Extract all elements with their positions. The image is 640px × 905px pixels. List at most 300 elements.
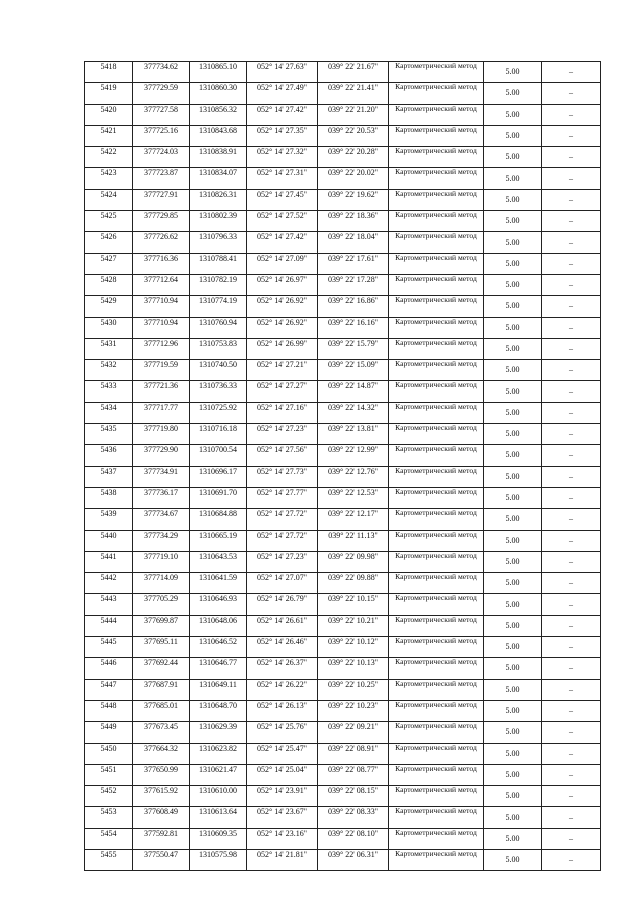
longitude-cell: 039° 22' 08.10" bbox=[318, 828, 389, 849]
longitude-cell: 039° 22' 09.21" bbox=[318, 722, 389, 743]
dash-cell: – bbox=[542, 743, 601, 764]
table-row bbox=[85, 232, 601, 253]
table-row bbox=[85, 828, 601, 849]
longitude-cell: 039° 22' 13.81" bbox=[318, 424, 389, 445]
longitude-cell: 039° 22' 20.53" bbox=[318, 125, 389, 146]
x-coordinate-cell: 377712.64 bbox=[133, 274, 190, 295]
longitude-cell: 039° 22' 08.91" bbox=[318, 743, 389, 764]
latitude-cell: 052° 14' 21.81" bbox=[247, 849, 318, 870]
longitude-cell: 039° 22' 10.15" bbox=[318, 594, 389, 615]
table-body bbox=[85, 62, 601, 871]
y-coordinate-cell: 1310609.35 bbox=[190, 828, 247, 849]
point-number-cell: 5449 bbox=[85, 722, 133, 743]
table-row bbox=[85, 62, 601, 83]
point-number-cell: 5420 bbox=[85, 104, 133, 125]
table-row bbox=[85, 743, 601, 764]
dash-cell: – bbox=[542, 232, 601, 253]
latitude-cell: 052° 14' 26.61" bbox=[247, 615, 318, 636]
point-number-cell: 5431 bbox=[85, 338, 133, 359]
longitude-cell: 039° 22' 10.12" bbox=[318, 637, 389, 658]
longitude-cell: 039° 22' 14.87" bbox=[318, 381, 389, 402]
table-row bbox=[85, 83, 601, 104]
method-cell: Картометрический метод bbox=[389, 615, 484, 636]
point-number-cell: 5440 bbox=[85, 530, 133, 551]
longitude-cell: 039° 22' 10.13" bbox=[318, 658, 389, 679]
dash-cell: – bbox=[542, 360, 601, 381]
latitude-cell: 052° 14' 27.35" bbox=[247, 125, 318, 146]
y-coordinate-cell: 1310613.64 bbox=[190, 807, 247, 828]
method-cell: Картометрический метод bbox=[389, 700, 484, 721]
table-row bbox=[85, 424, 601, 445]
dash-cell: – bbox=[542, 338, 601, 359]
latitude-cell: 052° 14' 27.42" bbox=[247, 104, 318, 125]
y-coordinate-cell: 1310646.93 bbox=[190, 594, 247, 615]
table-row bbox=[85, 104, 601, 125]
method-cell: Картометрический метод bbox=[389, 83, 484, 104]
point-number-cell: 5439 bbox=[85, 509, 133, 530]
accuracy-cell: 5.00 bbox=[484, 828, 542, 849]
point-number-cell: 5425 bbox=[85, 211, 133, 232]
y-coordinate-cell: 1310646.77 bbox=[190, 658, 247, 679]
coordinates-table-page bbox=[84, 61, 601, 871]
dash-cell: – bbox=[542, 679, 601, 700]
x-coordinate-cell: 377736.17 bbox=[133, 487, 190, 508]
x-coordinate-cell: 377719.10 bbox=[133, 551, 190, 572]
method-cell: Картометрический метод bbox=[389, 147, 484, 168]
table-row bbox=[85, 487, 601, 508]
method-cell: Картометрический метод bbox=[389, 658, 484, 679]
table-row bbox=[85, 402, 601, 423]
table-row bbox=[85, 296, 601, 317]
latitude-cell: 052° 14' 27.72" bbox=[247, 530, 318, 551]
method-cell: Картометрический метод bbox=[389, 786, 484, 807]
method-cell: Картометрический метод bbox=[389, 487, 484, 508]
y-coordinate-cell: 1310646.52 bbox=[190, 637, 247, 658]
x-coordinate-cell: 377687.91 bbox=[133, 679, 190, 700]
accuracy-cell: 5.00 bbox=[484, 104, 542, 125]
dash-cell: – bbox=[542, 764, 601, 785]
accuracy-cell: 5.00 bbox=[484, 658, 542, 679]
method-cell: Картометрический метод bbox=[389, 317, 484, 338]
y-coordinate-cell: 1310696.17 bbox=[190, 466, 247, 487]
x-coordinate-cell: 377699.87 bbox=[133, 615, 190, 636]
longitude-cell: 039° 22' 08.33" bbox=[318, 807, 389, 828]
method-cell: Картометрический метод bbox=[389, 807, 484, 828]
point-number-cell: 5455 bbox=[85, 849, 133, 870]
longitude-cell: 039° 22' 16.86" bbox=[318, 296, 389, 317]
y-coordinate-cell: 1310648.70 bbox=[190, 700, 247, 721]
table-row bbox=[85, 594, 601, 615]
longitude-cell: 039° 22' 09.88" bbox=[318, 573, 389, 594]
dash-cell: – bbox=[542, 807, 601, 828]
x-coordinate-cell: 377710.94 bbox=[133, 296, 190, 317]
accuracy-cell: 5.00 bbox=[484, 253, 542, 274]
table-row bbox=[85, 679, 601, 700]
accuracy-cell: 5.00 bbox=[484, 722, 542, 743]
y-coordinate-cell: 1310774.19 bbox=[190, 296, 247, 317]
y-coordinate-cell: 1310760.94 bbox=[190, 317, 247, 338]
point-number-cell: 5453 bbox=[85, 807, 133, 828]
point-number-cell: 5451 bbox=[85, 764, 133, 785]
method-cell: Картометрический метод bbox=[389, 551, 484, 572]
latitude-cell: 052° 14' 27.72" bbox=[247, 509, 318, 530]
point-number-cell: 5448 bbox=[85, 700, 133, 721]
dash-cell: – bbox=[542, 189, 601, 210]
x-coordinate-cell: 377650.99 bbox=[133, 764, 190, 785]
method-cell: Картометрический метод bbox=[389, 338, 484, 359]
x-coordinate-cell: 377717.77 bbox=[133, 402, 190, 423]
method-cell: Картометрический метод bbox=[389, 211, 484, 232]
x-coordinate-cell: 377721.36 bbox=[133, 381, 190, 402]
accuracy-cell: 5.00 bbox=[484, 764, 542, 785]
x-coordinate-cell: 377685.01 bbox=[133, 700, 190, 721]
latitude-cell: 052° 14' 26.79" bbox=[247, 594, 318, 615]
x-coordinate-cell: 377734.29 bbox=[133, 530, 190, 551]
x-coordinate-cell: 377615.92 bbox=[133, 786, 190, 807]
dash-cell: – bbox=[542, 700, 601, 721]
method-cell: Картометрический метод bbox=[389, 573, 484, 594]
point-number-cell: 5446 bbox=[85, 658, 133, 679]
point-number-cell: 5438 bbox=[85, 487, 133, 508]
latitude-cell: 052° 14' 26.99" bbox=[247, 338, 318, 359]
point-number-cell: 5426 bbox=[85, 232, 133, 253]
point-number-cell: 5452 bbox=[85, 786, 133, 807]
y-coordinate-cell: 1310838.91 bbox=[190, 147, 247, 168]
y-coordinate-cell: 1310736.33 bbox=[190, 381, 247, 402]
x-coordinate-cell: 377726.62 bbox=[133, 232, 190, 253]
latitude-cell: 052° 14' 27.45" bbox=[247, 189, 318, 210]
point-number-cell: 5432 bbox=[85, 360, 133, 381]
dash-cell: – bbox=[542, 168, 601, 189]
dash-cell: – bbox=[542, 828, 601, 849]
x-coordinate-cell: 377592.81 bbox=[133, 828, 190, 849]
accuracy-cell: 5.00 bbox=[484, 232, 542, 253]
method-cell: Картометрический метод bbox=[389, 104, 484, 125]
table-row bbox=[85, 168, 601, 189]
accuracy-cell: 5.00 bbox=[484, 147, 542, 168]
latitude-cell: 052° 14' 27.23" bbox=[247, 551, 318, 572]
y-coordinate-cell: 1310843.68 bbox=[190, 125, 247, 146]
point-number-cell: 5428 bbox=[85, 274, 133, 295]
y-coordinate-cell: 1310740.50 bbox=[190, 360, 247, 381]
latitude-cell: 052° 14' 27.77" bbox=[247, 487, 318, 508]
dash-cell: – bbox=[542, 253, 601, 274]
latitude-cell: 052° 14' 25.04" bbox=[247, 764, 318, 785]
y-coordinate-cell: 1310691.70 bbox=[190, 487, 247, 508]
y-coordinate-cell: 1310716.18 bbox=[190, 424, 247, 445]
point-number-cell: 5444 bbox=[85, 615, 133, 636]
table-row bbox=[85, 317, 601, 338]
latitude-cell: 052° 14' 26.46" bbox=[247, 637, 318, 658]
dash-cell: – bbox=[542, 104, 601, 125]
latitude-cell: 052° 14' 27.21" bbox=[247, 360, 318, 381]
y-coordinate-cell: 1310725.92 bbox=[190, 402, 247, 423]
longitude-cell: 039° 22' 10.25" bbox=[318, 679, 389, 700]
x-coordinate-cell: 377729.59 bbox=[133, 83, 190, 104]
latitude-cell: 052° 14' 27.49" bbox=[247, 83, 318, 104]
method-cell: Картометрический метод bbox=[389, 530, 484, 551]
x-coordinate-cell: 377695.11 bbox=[133, 637, 190, 658]
longitude-cell: 039° 22' 15.79" bbox=[318, 338, 389, 359]
accuracy-cell: 5.00 bbox=[484, 807, 542, 828]
method-cell: Картометрический метод bbox=[389, 679, 484, 700]
point-number-cell: 5450 bbox=[85, 743, 133, 764]
x-coordinate-cell: 377725.16 bbox=[133, 125, 190, 146]
table-row bbox=[85, 509, 601, 530]
latitude-cell: 052° 14' 27.07" bbox=[247, 573, 318, 594]
method-cell: Картометрический метод bbox=[389, 849, 484, 870]
accuracy-cell: 5.00 bbox=[484, 679, 542, 700]
longitude-cell: 039° 22' 21.20" bbox=[318, 104, 389, 125]
latitude-cell: 052° 14' 27.27" bbox=[247, 381, 318, 402]
method-cell: Картометрический метод bbox=[389, 189, 484, 210]
point-number-cell: 5430 bbox=[85, 317, 133, 338]
method-cell: Картометрический метод bbox=[389, 274, 484, 295]
latitude-cell: 052° 14' 27.42" bbox=[247, 232, 318, 253]
dash-cell: – bbox=[542, 615, 601, 636]
point-number-cell: 5429 bbox=[85, 296, 133, 317]
accuracy-cell: 5.00 bbox=[484, 360, 542, 381]
x-coordinate-cell: 377729.90 bbox=[133, 445, 190, 466]
longitude-cell: 039° 22' 08.77" bbox=[318, 764, 389, 785]
accuracy-cell: 5.00 bbox=[484, 509, 542, 530]
dash-cell: – bbox=[542, 445, 601, 466]
dash-cell: – bbox=[542, 722, 601, 743]
accuracy-cell: 5.00 bbox=[484, 637, 542, 658]
latitude-cell: 052° 14' 23.67" bbox=[247, 807, 318, 828]
y-coordinate-cell: 1310802.39 bbox=[190, 211, 247, 232]
y-coordinate-cell: 1310856.32 bbox=[190, 104, 247, 125]
latitude-cell: 052° 14' 26.92" bbox=[247, 296, 318, 317]
dash-cell: – bbox=[542, 62, 601, 83]
table-row bbox=[85, 807, 601, 828]
point-number-cell: 5427 bbox=[85, 253, 133, 274]
x-coordinate-cell: 377734.62 bbox=[133, 62, 190, 83]
y-coordinate-cell: 1310621.47 bbox=[190, 764, 247, 785]
dash-cell: – bbox=[542, 849, 601, 870]
longitude-cell: 039° 22' 12.76" bbox=[318, 466, 389, 487]
longitude-cell: 039° 22' 12.99" bbox=[318, 445, 389, 466]
table-row bbox=[85, 253, 601, 274]
latitude-cell: 052° 14' 23.16" bbox=[247, 828, 318, 849]
accuracy-cell: 5.00 bbox=[484, 615, 542, 636]
point-number-cell: 5443 bbox=[85, 594, 133, 615]
dash-cell: – bbox=[542, 125, 601, 146]
point-number-cell: 5447 bbox=[85, 679, 133, 700]
longitude-cell: 039° 22' 18.04" bbox=[318, 232, 389, 253]
table-row bbox=[85, 466, 601, 487]
accuracy-cell: 5.00 bbox=[484, 168, 542, 189]
accuracy-cell: 5.00 bbox=[484, 317, 542, 338]
point-number-cell: 5419 bbox=[85, 83, 133, 104]
x-coordinate-cell: 377716.36 bbox=[133, 253, 190, 274]
method-cell: Картометрический метод bbox=[389, 232, 484, 253]
table-row bbox=[85, 615, 601, 636]
longitude-cell: 039° 22' 21.67" bbox=[318, 62, 389, 83]
dash-cell: – bbox=[542, 211, 601, 232]
table-row bbox=[85, 551, 601, 572]
y-coordinate-cell: 1310623.82 bbox=[190, 743, 247, 764]
accuracy-cell: 5.00 bbox=[484, 211, 542, 232]
longitude-cell: 039° 22' 20.28" bbox=[318, 147, 389, 168]
table-row bbox=[85, 764, 601, 785]
table-row bbox=[85, 573, 601, 594]
longitude-cell: 039° 22' 10.23" bbox=[318, 700, 389, 721]
x-coordinate-cell: 377673.45 bbox=[133, 722, 190, 743]
x-coordinate-cell: 377550.47 bbox=[133, 849, 190, 870]
x-coordinate-cell: 377723.87 bbox=[133, 168, 190, 189]
longitude-cell: 039° 22' 10.21" bbox=[318, 615, 389, 636]
x-coordinate-cell: 377705.29 bbox=[133, 594, 190, 615]
y-coordinate-cell: 1310665.19 bbox=[190, 530, 247, 551]
dash-cell: – bbox=[542, 147, 601, 168]
accuracy-cell: 5.00 bbox=[484, 786, 542, 807]
point-number-cell: 5434 bbox=[85, 402, 133, 423]
latitude-cell: 052° 14' 27.63" bbox=[247, 62, 318, 83]
point-number-cell: 5421 bbox=[85, 125, 133, 146]
table-row bbox=[85, 189, 601, 210]
y-coordinate-cell: 1310684.88 bbox=[190, 509, 247, 530]
y-coordinate-cell: 1310753.83 bbox=[190, 338, 247, 359]
dash-cell: – bbox=[542, 274, 601, 295]
longitude-cell: 039° 22' 12.17" bbox=[318, 509, 389, 530]
x-coordinate-cell: 377714.09 bbox=[133, 573, 190, 594]
latitude-cell: 052° 14' 27.56" bbox=[247, 445, 318, 466]
method-cell: Картометрический метод bbox=[389, 594, 484, 615]
x-coordinate-cell: 377712.96 bbox=[133, 338, 190, 359]
table-row bbox=[85, 274, 601, 295]
method-cell: Картометрический метод bbox=[389, 743, 484, 764]
longitude-cell: 039° 22' 14.32" bbox=[318, 402, 389, 423]
dash-cell: – bbox=[542, 466, 601, 487]
table-row bbox=[85, 360, 601, 381]
dash-cell: – bbox=[542, 594, 601, 615]
point-number-cell: 5454 bbox=[85, 828, 133, 849]
longitude-cell: 039° 22' 15.09" bbox=[318, 360, 389, 381]
dash-cell: – bbox=[542, 296, 601, 317]
latitude-cell: 052° 14' 25.76" bbox=[247, 722, 318, 743]
accuracy-cell: 5.00 bbox=[484, 402, 542, 423]
longitude-cell: 039° 22' 09.98" bbox=[318, 551, 389, 572]
dash-cell: – bbox=[542, 786, 601, 807]
point-number-cell: 5441 bbox=[85, 551, 133, 572]
y-coordinate-cell: 1310782.19 bbox=[190, 274, 247, 295]
method-cell: Картометрический метод bbox=[389, 424, 484, 445]
method-cell: Картометрический метод bbox=[389, 828, 484, 849]
table-row bbox=[85, 381, 601, 402]
dash-cell: – bbox=[542, 509, 601, 530]
dash-cell: – bbox=[542, 424, 601, 445]
dash-cell: – bbox=[542, 551, 601, 572]
accuracy-cell: 5.00 bbox=[484, 338, 542, 359]
point-number-cell: 5422 bbox=[85, 147, 133, 168]
y-coordinate-cell: 1310788.41 bbox=[190, 253, 247, 274]
x-coordinate-cell: 377719.59 bbox=[133, 360, 190, 381]
y-coordinate-cell: 1310865.10 bbox=[190, 62, 247, 83]
method-cell: Картометрический метод bbox=[389, 62, 484, 83]
latitude-cell: 052° 14' 25.47" bbox=[247, 743, 318, 764]
latitude-cell: 052° 14' 26.13" bbox=[247, 700, 318, 721]
dash-cell: – bbox=[542, 530, 601, 551]
accuracy-cell: 5.00 bbox=[484, 466, 542, 487]
longitude-cell: 039° 22' 08.15" bbox=[318, 786, 389, 807]
dash-cell: – bbox=[542, 381, 601, 402]
latitude-cell: 052° 14' 26.22" bbox=[247, 679, 318, 700]
point-number-cell: 5445 bbox=[85, 637, 133, 658]
latitude-cell: 052° 14' 27.09" bbox=[247, 253, 318, 274]
accuracy-cell: 5.00 bbox=[484, 445, 542, 466]
table-row bbox=[85, 338, 601, 359]
latitude-cell: 052° 14' 27.23" bbox=[247, 424, 318, 445]
longitude-cell: 039° 22' 16.16" bbox=[318, 317, 389, 338]
latitude-cell: 052° 14' 26.37" bbox=[247, 658, 318, 679]
latitude-cell: 052° 14' 27.16" bbox=[247, 402, 318, 423]
x-coordinate-cell: 377727.91 bbox=[133, 189, 190, 210]
x-coordinate-cell: 377734.67 bbox=[133, 509, 190, 530]
accuracy-cell: 5.00 bbox=[484, 551, 542, 572]
dash-cell: – bbox=[542, 637, 601, 658]
y-coordinate-cell: 1310575.98 bbox=[190, 849, 247, 870]
y-coordinate-cell: 1310643.53 bbox=[190, 551, 247, 572]
longitude-cell: 039° 22' 06.31" bbox=[318, 849, 389, 870]
method-cell: Картометрический метод bbox=[389, 445, 484, 466]
longitude-cell: 039° 22' 20.02" bbox=[318, 168, 389, 189]
x-coordinate-cell: 377729.85 bbox=[133, 211, 190, 232]
dash-cell: – bbox=[542, 83, 601, 104]
dash-cell: – bbox=[542, 658, 601, 679]
accuracy-cell: 5.00 bbox=[484, 125, 542, 146]
longitude-cell: 039° 22' 21.41" bbox=[318, 83, 389, 104]
latitude-cell: 052° 14' 26.92" bbox=[247, 317, 318, 338]
coordinates-table bbox=[84, 61, 601, 871]
y-coordinate-cell: 1310649.11 bbox=[190, 679, 247, 700]
accuracy-cell: 5.00 bbox=[484, 594, 542, 615]
latitude-cell: 052° 14' 27.73" bbox=[247, 466, 318, 487]
point-number-cell: 5435 bbox=[85, 424, 133, 445]
accuracy-cell: 5.00 bbox=[484, 62, 542, 83]
latitude-cell: 052° 14' 23.91" bbox=[247, 786, 318, 807]
table-row bbox=[85, 530, 601, 551]
longitude-cell: 039° 22' 12.53" bbox=[318, 487, 389, 508]
table-row bbox=[85, 211, 601, 232]
y-coordinate-cell: 1310834.07 bbox=[190, 168, 247, 189]
method-cell: Картометрический метод bbox=[389, 360, 484, 381]
method-cell: Картометрический метод bbox=[389, 296, 484, 317]
table-row bbox=[85, 147, 601, 168]
accuracy-cell: 5.00 bbox=[484, 424, 542, 445]
table-row bbox=[85, 700, 601, 721]
accuracy-cell: 5.00 bbox=[484, 530, 542, 551]
longitude-cell: 039° 22' 11.13" bbox=[318, 530, 389, 551]
x-coordinate-cell: 377719.80 bbox=[133, 424, 190, 445]
method-cell: Картометрический метод bbox=[389, 466, 484, 487]
accuracy-cell: 5.00 bbox=[484, 849, 542, 870]
x-coordinate-cell: 377692.44 bbox=[133, 658, 190, 679]
accuracy-cell: 5.00 bbox=[484, 189, 542, 210]
point-number-cell: 5424 bbox=[85, 189, 133, 210]
dash-cell: – bbox=[542, 317, 601, 338]
method-cell: Картометрический метод bbox=[389, 637, 484, 658]
accuracy-cell: 5.00 bbox=[484, 573, 542, 594]
point-number-cell: 5433 bbox=[85, 381, 133, 402]
table-row bbox=[85, 658, 601, 679]
latitude-cell: 052° 14' 27.32" bbox=[247, 147, 318, 168]
table-row bbox=[85, 637, 601, 658]
table-row bbox=[85, 722, 601, 743]
longitude-cell: 039° 22' 17.28" bbox=[318, 274, 389, 295]
accuracy-cell: 5.00 bbox=[484, 700, 542, 721]
y-coordinate-cell: 1310826.31 bbox=[190, 189, 247, 210]
